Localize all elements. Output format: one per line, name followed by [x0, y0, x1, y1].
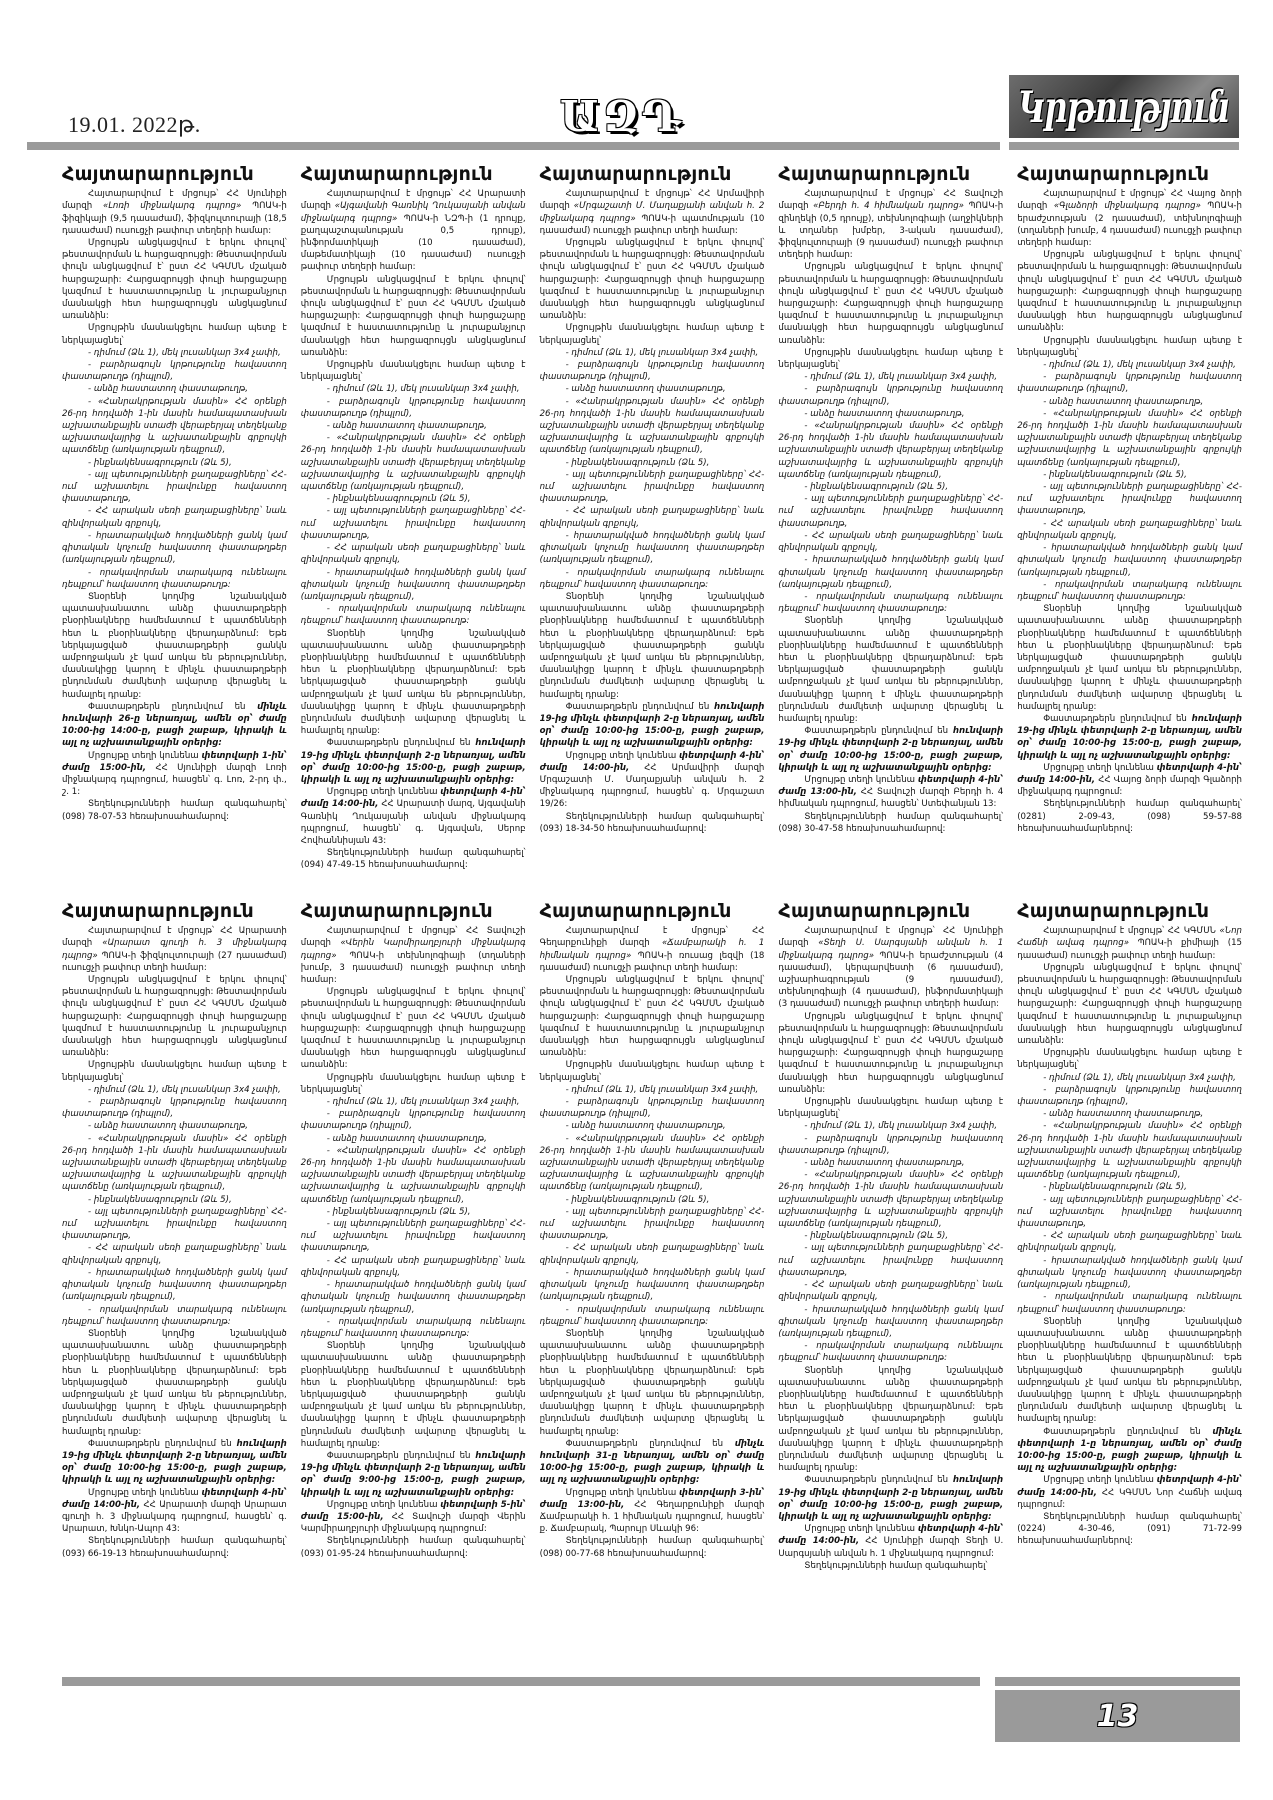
text-run: փետրվարի 4-ին՝ ժամը 14:00-ին, [778, 1524, 1004, 1547]
doc-item: - հրատարակված հոդվածների ցանկ կամ գիտական կոչումը հավաստող փաստաթղթեր (առկայության դեպքում), [300, 567, 526, 602]
doc-item: - ՀՀ արական սեռի քաղաքացիները՝ նաև զինվորական գրքույկ, [300, 1255, 526, 1278]
text-run: փետրվարի 4-ին՝ ժամը 14:00-ին, [1017, 762, 1242, 785]
doc-item: - որակավորման տարակարգ ունենալու դեպքում՝ հավաստող փաստաթուղթ: [300, 1316, 526, 1339]
announcement-title: Հայտարարություն [539, 900, 732, 922]
phone-number: (093) 01-95-24 հեռախոսահամարով: [300, 1548, 468, 1559]
stages-text: Մրցույթն անցկացվում է երկու փուլով՝ թեստավորման և հարցազրույցի: Թեստավորման փուլն անցկացվում է՝ ըստ ՀՀ ԿԳՄՍՆ մշակած հարցաշարի: Հարցազրույցի փուլի հարցաշարը կազմում է հաստատությունը և յուրաքանչյուր մասնակցի հետ հարցազրույցն անցկացնում առանձին: [539, 975, 765, 1059]
announcement [300, 163, 526, 872]
docs-intro: Մրցույթին մասնակցելու համար պետք է ներկայացնել՝ [539, 323, 765, 346]
contact-text [778, 1560, 1003, 1572]
text-run: հունվարի 19-ից մինչև փետրվարի 2-ը ներառյալ, ամեն օր՝ ժամը 10:00-ից 15:00-ը, բացի շաբաթ, կիրակի և այլ ոչ աշխատանքային օրերից: [62, 1438, 287, 1486]
text-run: մինչև հունվարի 26-ը ներառյալ, ամեն օր՝ ժամը 10:00-ից 14:00-ը, բացի շաբաթ, կիրակի և այլ ոչ աշխատանքային օրերից: [62, 701, 287, 749]
doc-item: - ինքնակենսագրություն (Ձև 5), [565, 457, 710, 468]
doc-item: - ՀՀ արական սեռի քաղաքացիները՝ նաև զինվորական գրքույկ, [778, 1280, 1004, 1303]
venue-text [1017, 762, 1242, 799]
venue-text [540, 750, 765, 811]
venue-text [301, 1499, 526, 1536]
text-run: Հայտարարվում է մրցույթ՝ ՀՀ ԿԳՄՍՆ [1043, 926, 1220, 937]
doc-item: - ՀՀ արական սեռի քաղաքացիները՝ նաև զինվորական գրքույկ, [539, 506, 765, 529]
school-name: «Վերին Կարմիրաղբյուրի միջնակարգ դպրոց» [300, 938, 526, 961]
contact-text [62, 798, 287, 822]
doc-item: - բարձրագույն կրթությունը հավաստող փաստաթուղթ (դիպլոմ), [539, 360, 765, 383]
text-run: ՀՀ Վայոց ձորի մարզի Գլաձորի միջնակարգ դպրոցում: [1017, 774, 1242, 798]
text-run: Տեղեկությունների համար զանգահարել՝ [88, 1536, 287, 1547]
docs-intro: Մրցույթին մասնակցելու համար պետք է ներկայացնել՝ [300, 360, 526, 383]
doc-item: - բարձրագույն կրթությունը հավաստող փաստաթուղթ (դիպլոմ), [778, 1133, 1004, 1156]
doc-item: - հրատարակված հոդվածների ցանկ կամ գիտական կոչումը հավաստող փաստաթղթեր (առկայության դեպքում), [1017, 1255, 1242, 1291]
text-run: Փաստաթղթերն ընդունվում են [326, 1450, 476, 1461]
review-text: Տնօրենի կողմից նշանակված պատասխանատու անձը փաստաթղթերի բնօրինակները համեմատում է պատճենների հետ և բնօրինակները վերադարձնում: Եթե ներկայացված փաստաթղթերի ցանկն ամբողջական չէ կամ առկա են թերություններ, մասնակիցը կարող է մինչև փաստաթղթերի ընդունման ժամկետի ավարտը վերացնել և համալրել դրանք: [778, 1365, 1004, 1474]
venue-text [778, 774, 1003, 811]
doc-item: - «Հանրակրթության մասին» ՀՀ օրենքի 26-րդ հոդվածի 1-ին մասին համապատասխան աշխատանքային ստաժի վերաբերյալ տեղեկանք աշխատավայրից և աշխատանքային գրքույկի պատճենը (առկայության դեպքում), [539, 1133, 765, 1193]
doc-item: - բարձրագույն կրթությունը հավաստող փաստաթուղթ (դիպլոմ), [778, 384, 1004, 407]
contact-text [62, 1535, 287, 1559]
text-run: ՀՀ Արմավիրի մարզի Մրգաշատի Մ. Մաղաքյանի անվան հ. 2 միջնակարգ դպրոցում, հասցեն՝ գ. Մրգաշատ 19/26: [539, 762, 765, 810]
doc-item: - ինքնակենսագրություն (Ձև 5), [1043, 469, 1187, 480]
doc-item: - այլ պետությունների քաղաքացիները՝ ՀՀ-ում աշխատելու իրավունքը հավաստող փաստաթուղթ, [62, 1206, 287, 1242]
school-name: «Տեղի Ս. Սարգսյանի անվան հ. 1 միջնակարգ դպրոց» [778, 938, 1004, 961]
doc-item: - այլ պետությունների քաղաքացիները՝ ՀՀ-ում աշխատելու իրավունքը հավաստող փաստաթուղթ, [1017, 1194, 1242, 1230]
masthead-logo: ԱԶԴ [560, 92, 685, 141]
text-run: հունվարի 19-ից մինչև փետրվարի 2-ը ներառյալ, ամեն օր՝ ժամը 10:00-ից 15:00-ը, բացի շաբաթ, կիրակի և այլ ոչ աշխատանքային օրերից: [300, 738, 526, 785]
doc-item: - այլ պետությունների քաղաքացիները՝ ՀՀ-ում աշխատելու իրավունքը հավաստող փաստաթուղթ, [778, 494, 1004, 529]
acceptance-period [778, 725, 1003, 774]
acceptance-period [540, 701, 765, 750]
text-run: ՀՀ Տավուշի մարզի Վերին Կարմիրաղբյուրի միջնակարգ դպրոցում: [300, 1511, 526, 1535]
doc-item: - որակավորման տարակարգ ունենալու դեպքում՝ հավաստող փաստաթուղթ: [539, 567, 765, 590]
doc-item: - որակավորման տարակարգ ունենալու դեպքում՝ հավաստող փաստաթուղթ: [1017, 1292, 1242, 1315]
announcement-title: Հայտարարություն [300, 163, 493, 185]
doc-item: - հրատարակված հոդվածների ցանկ կամ գիտական կոչումը հավաստող փաստաթղթեր (առկայության դեպքում), [300, 1280, 526, 1315]
review-text: Տնօրենի կողմից նշանակված պատասխանատու անձը փաստաթղթերի բնօրինակները համեմատում է պատճենների հետ և բնօրինակները վերադարձնում: Եթե ներկայացված փաստաթղթերի ցանկն ամբողջական չէ կամ առկա են թերություններ, մասնակիցը կարող է մինչև փաստաթղթերի ընդունման ժամկետի ավարտը վերացնել և համալրել դրանք: [539, 591, 765, 700]
text-run: Փաստաթղթերն ընդունվում են [1043, 713, 1192, 724]
doc-item: - դիմում (Ձև 1), մեկ լուսանկար 3x4 չափի, [1043, 360, 1236, 371]
text-run: ՀՀ Արարատի մարզ, Այգավանի Գառնիկ Ղուկասյանի անվան միջնակարգ դպրոցում, հասցեն՝ գ. Այգավան, Սերոբ Հովհաննիսյան 43: [300, 799, 526, 846]
doc-item: - դիմում (Ձև 1), մեկ լուսանկար 3x4 չափի, [565, 347, 759, 358]
announcement-intro [540, 188, 765, 237]
phone-number: (093) 18-34-50 հեռախոսահամարով: [539, 823, 707, 834]
doc-item: - անձը հաստատող փաստաթուղթ, [565, 384, 726, 395]
doc-item: - «Հանրակրթության մասին» ՀՀ օրենքի 26-րդ հոդվածի 1-ին մասին համապատասխան աշխատանքային ստաժի վերաբերյալ տեղեկանք աշխատավայրից և աշխատանքային գրքույկի պատճենը (առկայության դեպքում), [62, 1133, 287, 1193]
doc-item: - դիմում (Ձև 1), մեկ լուսանկար 3x4 չափի, [88, 1084, 281, 1095]
doc-item: - բարձրագույն կրթությունը հավաստող փաստաթուղթ (դիպլոմ), [1017, 372, 1242, 395]
text-run: մինչև հունվարի 31-ը ներառյալ, ամեն օր՝ ժամը 10:00-ից 15:00-ը, բացի շաբաթ, կիրակի և այլ ոչ աշխատանքային օրերից: [539, 1438, 765, 1486]
announcement-intro [1017, 188, 1242, 249]
doc-item: - այլ պետությունների քաղաքացիները՝ ՀՀ-ում աշխատելու իրավունքը հավաստող փաստաթուղթ, [778, 1243, 1004, 1278]
school-name: «Գլաձորի միջնակարգ դպրոց» [1053, 201, 1201, 212]
announcement [778, 163, 1004, 872]
text-run: Փաստաթղթերն ընդունվում են [804, 726, 953, 737]
contact-text [540, 1535, 765, 1559]
acceptance-period [62, 701, 287, 750]
text-run: Մրցույթը տեղի կունենա [326, 787, 441, 798]
doc-item: - բարձրագույն կրթությունը հավաստող փաստաթուղթ (դիպլոմ), [300, 1109, 526, 1132]
doc-item: - հրատարակված հոդվածների ցանկ կամ գիտական կոչումը հավաստող փաստաթղթեր (առկայության դեպքում), [62, 530, 287, 566]
text-run: հունվարի 19-ից մինչև փետրվարի 2-ը ներառյալ, ամեն օր՝ ժամը 9:00-ից 15:00-ը, բացի շաբաթ, կիրակի և այլ ոչ աշխատանքային օրերից: [300, 1450, 526, 1498]
text-run: փետրվարի 5-ին՝ ժամը 15:00-ին, [300, 1499, 526, 1522]
announcement [62, 900, 287, 1572]
school-name: «Արարատ գյուղի հ. 3 միջնակարգ դպրոց» [62, 938, 287, 961]
doc-item: - հրատարակված հոդվածների ցանկ կամ գիտական կոչումը հավաստող փաստաթղթեր (առկայության դեպքում), [1017, 543, 1242, 578]
doc-item: - դիմում (Ձև 1), մեկ լուսանկար 3x4 չափի, [326, 384, 520, 395]
phone-number: (098) 00-77-68 հեռախոսահամարով: [539, 1548, 707, 1559]
contact-text [1017, 1511, 1242, 1548]
doc-item: - որակավորման տարակարգ ունենալու դեպքում՝ հավաստող փաստաթուղթ: [778, 1341, 1004, 1364]
text-run: ՊՈԱԿ-ի պատմության (10 դասաժամ) ուսուցչի թափուր տեղի համար: [539, 213, 765, 236]
announcement-title: Հայտարարություն [778, 900, 971, 922]
text-run: Փաստաթղթերն ընդունվում են [565, 1438, 735, 1449]
section-logo [1009, 75, 1239, 138]
text-run: փետրվարի 3-ին՝ ժամը 13:00-ին, [539, 1487, 765, 1510]
docs-intro: Մրցույթին մասնակցելու համար պետք է ներկայացնել՝ [300, 1072, 526, 1095]
announcement [300, 900, 526, 1572]
review-text: Տնօրենի կողմից նշանակված պատասխանատու անձը փաստաթղթերի բնօրինակները համեմատում է պատճենների հետ և բնօրինակները վերադարձնում: Եթե ներկայացված փաստաթղթերի ցանկն ամբողջական չէ կամ առկա են թերություններ, մասնակիցը կարող է մինչև փաստաթղթերի ընդունման ժամկետի ավարտը վերացնել և համալրել դրանք: [300, 628, 526, 737]
page-number-box [995, 1690, 1240, 1742]
text-run: ՊՈԱԿ-ի տեխնոլոգիայի (տղաների խումբ, 3 դասաժամ) ուսուցչի թափուր տեղի համար: [300, 950, 526, 986]
acceptance-period [540, 1438, 765, 1487]
review-text: Տնօրենի կողմից նշանակված պատասխանատու անձը փաստաթղթերի բնօրինակները համեմատում է պատճենների հետ և բնօրինակները վերադարձնում: Եթե ներկայացված փաստաթղթերի ցանկն ամբողջական չէ կամ առկա են թերություններ, մասնակիցը կարող է մինչև փաստաթղթերի ընդունման ժամկետի ավարտը վերացնել և համալրել դրանք: [300, 1341, 526, 1449]
text-run: Հայտարարվում է մրցույթ՝ ՀՀ Տավուշի մարզի [778, 189, 1004, 212]
text-run: Հայտարարվում է մրցույթ՝ ՀՀ Վայոց ձորի մարզի [1017, 189, 1242, 212]
doc-item: - հրատարակված հոդվածների ցանկ կամ գիտական կոչումը հավաստող փաստաթղթեր (առկայության դեպքում), [62, 1267, 287, 1303]
review-text: Տնօրենի կողմից նշանակված պատասխանատու անձը փաստաթղթերի բնօրինակները համեմատում է պատճենների հետ և բնօրինակները վերադարձնում: Եթե ներկայացված փաստաթղթերի ցանկն ամբողջական չէ կամ առկա են թերություններ, մասնակիցը կարող է մինչև փաստաթղթերի ընդունման ժամկետի ավարտը վերացնել և համալրել դրանք: [778, 616, 1004, 724]
phone-number: (098) 30-47-58 հեռախոսահամարով: [778, 823, 946, 834]
review-text: Տնօրենի կողմից նշանակված պատասխանատու անձը փաստաթղթերի բնօրինակները համեմատում է պատճենների հետ և բնօրինակները վերադարձնում: Եթե ներկայացված փաստաթղթերի ցանկն ամբողջական չէ կամ առկա են թերություններ, մասնակիցը կարող է մինչև փաստաթղթերի ընդունման ժամկետի ավարտը վերացնել և համալրել դրանք: [62, 1328, 287, 1437]
announcement-title: Հայտարարություն [1017, 900, 1210, 922]
doc-item: - ինքնակենսագրություն (Ձև 5), [1043, 1182, 1187, 1193]
contact-text [1017, 798, 1242, 835]
text-run: հունվարի 19-ից մինչև փետրվարի 2-ը ներառյալ, ամեն օր՝ ժամը 10:00-ից 15:00-ը, բացի շաբաթ, կիրակի և այլ ոչ աշխատանքային օրերից: [778, 1475, 1004, 1522]
venue-text [62, 1487, 287, 1536]
acceptance-period [1017, 1426, 1242, 1475]
doc-item: - «Հանրակրթության մասին» ՀՀ օրենքի 26-րդ հոդվածի 1-ին մասին համապատասխան աշխատանքային ստաժի վերաբերյալ տեղեկանք աշխատավայրից և աշխատանքային գրքույկի պատճենը (առկայության դեպքում), [300, 433, 526, 493]
announcement [778, 900, 1004, 1572]
doc-item: - ՀՀ արական սեռի քաղաքացիները՝ նաև զինվորական գրքույկ, [62, 506, 287, 529]
doc-item: - այլ պետությունների քաղաքացիները՝ ՀՀ-ում աշխատելու իրավունքը հավաստող փաստաթուղթ, [300, 1219, 526, 1254]
doc-item: - որակավորման տարակարգ ունենալու դեպքում՝ հավաստող փաստաթուղթ: [300, 604, 526, 627]
announcement [62, 163, 287, 872]
announcement-intro [540, 925, 765, 974]
announcement-intro [778, 925, 1003, 1010]
announcement-title: Հայտարարություն [1017, 163, 1210, 185]
phone-number: (094) 47-49-15 հեռախոսահամարով: [300, 860, 468, 871]
doc-item: - հրատարակված հոդվածների ցանկ կամ գիտական կոչումը հավաստող փաստաթղթեր (առկայության դեպքում), [539, 1267, 765, 1303]
doc-item: - ՀՀ արական սեռի քաղաքացիները՝ նաև զինվորական գրքույկ, [778, 530, 1004, 554]
text-run: Հայտարարվում է մրցույթ՝ ՀՀ Սյունիքի մարզի [778, 926, 1004, 949]
doc-item: - որակավորման տարակարգ ունենալու դեպքում՝ հավաստող փաստաթուղթ: [62, 567, 287, 590]
text-run: փետրվարի 4-ին՝ ժամը 14:00-ին, [1017, 1475, 1242, 1498]
doc-item: - ՀՀ արական սեռի քաղաքացիները՝ նաև զինվորական գրքույկ, [62, 1243, 287, 1266]
doc-item: - ՀՀ արական սեռի քաղաքացիները՝ նաև զինվորական գրքույկ, [300, 543, 526, 566]
phone-number: (0281) 2-09-43, (098) 59-57-88 հեռախոսահամարներով: [1017, 811, 1242, 834]
doc-item: - անձը հաստատող փաստաթուղթ, [1043, 396, 1204, 407]
doc-item: - ՀՀ արական սեռի քաղաքացիները՝ նաև զինվորական գրքույկ, [1017, 1231, 1242, 1254]
doc-item: - դիմում (Ձև 1), մեկ լուսանկար 3x4 չափի, [88, 347, 281, 358]
text-run: Փաստաթղթերն ընդունվում են [88, 701, 258, 712]
doc-item: - դիմում (Ձև 1), մեկ լուսանկար 3x4 չափի, [1043, 1072, 1236, 1083]
announcement-intro [301, 188, 526, 273]
text-run: մինչև փետրվարի 1-ը ներառյալ, ամեն օր՝ ժամը 10:00-ից 15:00-ը, բացի շաբաթ, կիրակի և այլ ոչ աշխատանքային օրերից: [1017, 1426, 1242, 1474]
text-run: Փաստաթղթերն ընդունվում են [88, 1438, 237, 1449]
doc-item: - բարձրագույն կրթությունը հավաստող փաստաթուղթ (դիպլոմ), [539, 1097, 765, 1120]
text-run: փետրվարի 4-ին՝ ժամը 14:00-ին, [539, 750, 765, 773]
contact-text [778, 811, 1003, 835]
contact-text [301, 1535, 526, 1559]
text-run: Տեղեկությունների համար զանգահարել՝ [565, 1536, 765, 1547]
doc-item: - «Հանրակրթության մասին» ՀՀ օրենքի 26-րդ հոդվածի 1-ին մասին համապատասխան աշխատանքային ստաժի վերաբերյալ տեղեկանք աշխատավայրից և աշխատանքային գրքույկի պատճենը (առկայության դեպքում), [1017, 1121, 1242, 1181]
doc-item: - անձը հաստատող փաստաթուղթ, [88, 1121, 249, 1132]
doc-item: - «Հանրակրթության մասին» ՀՀ օրենքի 26-րդ հոդվածի 1-ին մասին համապատասխան աշխատանքային ստաժի վերաբերյալ տեղեկանք աշխատավայրից և աշխատանքային գրքույկի պատճենը (առկայության դեպքում), [62, 396, 287, 456]
doc-item: - որակավորման տարակարգ ունենալու դեպքում՝ հավաստող փաստաթուղթ: [1017, 579, 1242, 602]
acceptance-period [778, 1474, 1003, 1523]
doc-item: - «Հանրակրթության մասին» ՀՀ օրենքի 26-րդ հոդվածի 1-ին մասին համապատասխան աշխատանքային ստաժի վերաբերյալ տեղեկանք աշխատավայրից և աշխատանքային գրքույկի պատճենը (առկայության դեպքում), [778, 1170, 1004, 1230]
docs-intro: Մրցույթին մասնակցելու համար պետք է ներկայացնել՝ [778, 1097, 1004, 1120]
contact-text [540, 811, 765, 835]
text-run: փետրվարի 1-ին՝ ժամը 15:00-ին, [62, 750, 287, 773]
doc-item: - բարձրագույն կրթությունը հավաստող փաստաթուղթ (դիպլոմ), [62, 360, 287, 383]
doc-item: - որակավորման տարակարգ ունենալու դեպքում՝ հավաստող փաստաթուղթ: [539, 1304, 765, 1327]
school-name: «Բերդի հ. 4 հիմնական դպրոց» [813, 201, 964, 212]
text-run: Տեղեկությունների համար զանգահարել՝ [326, 848, 526, 859]
text-run: Տեղեկությունների համար զանգահարել՝ [565, 811, 765, 822]
phone-number: (093) 66-19-13 հեռախոսահամարով: [62, 1548, 229, 1559]
stages-text: Մրցույթն անցկացվում է երկու փուլով՝ թեստավորման և հարցազրույցի: Թեստավորման փուլն անցկացվում է՝ ըստ ՀՀ ԿԳՄՍՆ մշակած հարցաշարի: Հարցազրույցի փուլի հարցաշարը կազմում է հաստատությունը և յուրաքանչյուր մասնակցի հետ հարցազրույցն անցկացնում առանձին: [539, 238, 765, 322]
doc-item: - հրատարակված հոդվածների ցանկ կամ գիտական կոչումը հավաստող փաստաթղթեր (առկայության դեպքում), [778, 555, 1004, 590]
announcement-title: Հայտարարություն [62, 163, 254, 185]
text-run: Փաստաթղթերն ընդունվում են [326, 738, 476, 749]
text-run: Հայտարարվում է մրցույթ՝ ՀՀ Սյունիքի մարզի [62, 189, 287, 212]
text-run: Մրցույթը տեղի կունենա [1043, 1475, 1157, 1486]
stages-text: Մրցույթն անցկացվում է երկու փուլով՝ թեստավորման և հարցազրույցի: Թեստավորման փուլն անցկացվում է՝ ըստ ՀՀ ԿԳՄՍՆ մշակած հարցաշարի: Հարցազրույցի փուլի հարցաշարը կազմում է հաստատությունը և յուրաքանչյուր մասնակցի հետ հարցազրույցն անցկացնում առանձին: [62, 975, 287, 1059]
doc-item: - անձը հաստատող փաստաթուղթ, [565, 1121, 726, 1132]
stages-text: Մրցույթն անցկացվում է երկու փուլով՝ թեստավորման և հարցազրույցի: Թեստավորման փուլն անցկացվում է՝ ըստ ՀՀ ԿԳՄՍՆ մշակած հարցաշարի: Հարցազրույցի փուլի հարցաշարը կազմում է հաստատությունը և յուրաքանչյուր մասնակցի հետ հարցազրույցն անցկացնում առանձին: [1017, 250, 1242, 334]
doc-item: - որակավորման տարակարգ ունենալու դեպքում՝ հավաստող փաստաթուղթ: [62, 1304, 287, 1327]
text-run: Փաստաթղթերն ընդունվում են [804, 1475, 953, 1486]
phone-number: (0224) 4-30-46, (091) 71-72-99 հեռախոսահամարներով: [1017, 1524, 1242, 1547]
doc-item: - դիմում (Ձև 1), մեկ լուսանկար 3x4 չափի, [804, 1121, 998, 1132]
doc-item: - «Հանրակրթության մասին» ՀՀ օրենքի 26-րդ հոդվածի 1-ին մասին համապատասխան աշխատանքային ստաժի վերաբերյալ տեղեկանք աշխատավայրից և աշխատանքային գրքույկի պատճենը (առկայության դեպքում), [1017, 408, 1242, 468]
text-run: ՊՈԱԿ-ի ռուսաց լեզվի (18 դասաժամ) ուսուցչի թափուր տեղի համար: [539, 950, 765, 973]
stages-text: Մրցույթն անցկացվում է երկու փուլով՝ թեստավորման և հարցազրույցի: Թեստավորման փուլն անցկացվում է՝ ըստ ՀՀ ԿԳՄՍՆ մշակած հարցաշարի: Հարցազրույցի փուլի հարցաշարը կազմում է հաստատությունը և յուրաքանչյուր մասնակցի հետ հարցազրույցն անցկացնում առանձին: [300, 274, 526, 358]
venue-text [1017, 1474, 1242, 1511]
doc-item: - դիմում (Ձև 1), մեկ լուսանկար 3x4 չափի, [326, 1097, 520, 1108]
doc-item: - ինքնակենսագրություն (Ձև 5), [326, 494, 471, 505]
stages-text: Մրցույթն անցկացվում է երկու փուլով՝ թեստավորման և հարցազրույցի: Թեստավորման փուլն անցկացվում է՝ ըստ ՀՀ ԿԳՄՍՆ մշակած հարցաշարի: Հարցազրույցի փուլի հարցաշարը կազմում է հաստատությունը և յուրաքանչյուր մասնակցի հետ հարցազրույցն անցկացնում առանձին: [1017, 962, 1242, 1047]
announcement [539, 900, 765, 1572]
doc-item: - անձը հաստատող փաստաթուղթ, [804, 1158, 965, 1169]
doc-item: - հրատարակված հոդվածների ցանկ կամ գիտական կոչումը հավաստող փաստաթղթեր (առկայության դեպքում), [778, 1304, 1004, 1339]
doc-item: - ինքնակենսագրություն (Ձև 5), [804, 482, 949, 493]
review-text: Տնօրենի կողմից նշանակված պատասխանատու անձը փաստաթղթերի բնօրինակները համեմատում է պատճենների հետ և բնօրինակները վերադարձնում: Եթե ներկայացված փաստաթղթերի ցանկն ամբողջական չէ կամ առկա են թերություններ, մասնակիցը կարող է մինչև փաստաթղթերի ընդունման ժամկետի ավարտը վերացնել և համալրել դրանք: [62, 591, 287, 700]
announcement-intro [1017, 925, 1242, 962]
school-name: «Այգավանի Գառնիկ Ղուկասյանի անվան միջնակարգ դպրոց» [300, 201, 526, 224]
text-run: հունվարի 19-ից մինչև փետրվարի 2-ը ներառյալ, ամեն օր՝ ժամը 10:00-ից 15:00-ը, բացի շաբաթ, կիրակի և այլ ոչ աշխատանքային օրերից: [1017, 713, 1242, 761]
docs-intro: Մրցույթին մասնակցելու համար պետք է ներկայացնել՝ [62, 1060, 287, 1083]
text-run: ՊՈԱԿ-ի երաժշտության (2 դասաժամ), տեխնոլոգիայի (տղաների խումբ, 4 դասաժամ) ուսուցչի թափուր տեղերի համար: [1017, 201, 1242, 249]
text-run: ՊՈԱԿ-ի ֆիզիկայի (9,5 դասաժամ), ֆիզկուլտուրայի (18,5 դասաժամ) ուսուցչի թափուր տեղերի համար: [62, 201, 287, 236]
text-run: Փաստաթղթերն ընդունվում են [565, 701, 715, 712]
review-text: Տնօրենի կողմից նշանակված պատասխանատու անձը փաստաթղթերի բնօրինակները համեմատում է պատճենների հետ և բնօրինակները վերադարձնում: Եթե ներկայացված փաստաթղթերի ցանկն ամբողջական չէ կամ առկա են թերություններ, մասնակիցը կարող է մինչև փաստաթղթերի ընդունման ժամկետի ավարտը վերացնել և համալրել դրանք: [1017, 604, 1242, 712]
docs-intro: Մրցույթին մասնակցելու համար պետք է ներկայացնել՝ [539, 1060, 765, 1083]
doc-item: - դիմում (Ձև 1), մեկ լուսանկար 3x4 չափի, [565, 1084, 759, 1095]
doc-item: - ինքնակենսագրություն (Ձև 5), [88, 1194, 232, 1205]
announcement-intro [301, 925, 526, 986]
doc-item: - ինքնակենսագրություն (Ձև 5), [88, 457, 232, 468]
text-run: Մրցույթը տեղի կունենա [565, 750, 680, 761]
text-run: ՀՀ Արարատի մարզի Արարատ գյուղի հ. 3 միջնակարգ դպրոցում, հասցեն՝ գ. Արարատ, Խնկո-Ապոր 43: [62, 1499, 287, 1535]
doc-item: - անձը հաստատող փաստաթուղթ, [1043, 1109, 1204, 1120]
text-run: Տեղեկությունների համար զանգահարել՝ [1043, 1511, 1242, 1522]
text-run: փետրվարի 4-ին՝ ժամը 13:00-ին, [778, 774, 1004, 798]
text-run: Հայտարարվում է մրցույթ՝ ՀՀ Արմավիրի մարզի [539, 189, 765, 212]
text-run: Մրցույթը տեղի կունենա [1043, 762, 1157, 773]
school-name: «Լոռի միջնակարգ դպրոց» [103, 201, 242, 212]
text-run: Մրցույթը տեղի կունենա [88, 750, 202, 761]
doc-item: - ՀՀ արական սեռի քաղաքացիները՝ նաև զինվորական գրքույկ, [1017, 518, 1242, 541]
contact-text [301, 847, 526, 871]
text-run: Մրցույթը տեղի կունենա [88, 1487, 202, 1498]
text-run: ՊՈԱԿ-ի քիմիայի (15 դասաժամ) ուսուցչի թափուր տեղի համար: [1017, 938, 1242, 961]
review-text: Տնօրենի կողմից նշանակված պատասխանատու անձը փաստաթղթերի բնօրինակները համեմատում է պատճենների հետ և բնօրինակները վերադարձնում: Եթե ներկայացված փաստաթղթերի ցանկն ամբողջական չէ կամ առկա են թերություններ, մասնակիցը կարող է մինչև փաստաթղթերի ընդունման ժամկետի ավարտը վերացնել և համալրել դրանք: [1017, 1316, 1242, 1425]
stages-text: Մրցույթն անցկացվում է երկու փուլով՝ թեստավորման և հարցազրույցի: Թեստավորման փուլն անցկացվում է՝ ըստ ՀՀ ԿԳՄՍՆ մշակած հարցաշարի: Հարցազրույցի փուլի հարցաշարը կազմում է հաստատությունը և յուրաքանչյուր մասնակցի հետ հարցազրույցն անցկացնում առանձին: [300, 987, 526, 1071]
footer-rule-side [995, 1677, 1240, 1686]
text-run: ՊՈԱԿ-ի ֆիզկուլտուրայի (27 դասաժամ) ուսուցչի թափուր տեղի համար: [62, 950, 287, 973]
doc-item: - դիմում (Ձև 1), մեկ լուսանկար 3x4 չափի, [804, 372, 998, 383]
doc-item: - բարձրագույն կրթությունը հավաստող փաստաթուղթ (դիպլոմ), [62, 1097, 287, 1120]
text-run: ՀՀ Սյունիքի մարզի Լոռի միջնակարգ դպրոցում, հասցեն՝ գ. Լոռ, 2-րդ փ., շ. 1: [62, 762, 287, 798]
doc-item: - անձը հաստատող փաստաթուղթ, [326, 421, 487, 432]
header-rule-side [1009, 142, 1239, 150]
announcement-title: Հայտարարություն [300, 900, 493, 922]
stages-text: Մրցույթն անցկացվում է երկու փուլով՝ թեստավորման և հարցազրույցի: Թեստավորման փուլն անցկացվում է՝ ըստ ՀՀ ԿԳՄՍՆ մշակած հարցաշարի: Հարցազրույցի փուլի հարցաշարը կազմում է հաստատությունը և յուրաքանչյուր մասնակցի հետ հարցազրույցն անցկացնում առանձին: [62, 238, 287, 322]
review-text: Տնօրենի կողմից նշանակված պատասխանատու անձը փաստաթղթերի բնօրինակները համեմատում է պատճենների հետ և բնօրինակները վերադարձնում: Եթե ներկայացված փաստաթղթերի ցանկն ամբողջական չէ կամ առկա են թերություններ, մասնակիցը կարող է մինչև փաստաթղթերի ընդունման ժամկետի ավարտը վերացնել և համալրել դրանք: [539, 1328, 765, 1437]
acceptance-period [62, 1438, 287, 1487]
venue-text [540, 1487, 765, 1536]
section-logo-text: Կրթություն [1018, 80, 1230, 133]
text-run: Մրցույթը տեղի կունենա [326, 1499, 441, 1510]
text-run: Հայտարարվում է մրցույթ՝ ՀՀ Գեղարքունիքի մարզի [539, 926, 765, 949]
text-run: Տեղեկությունների համար զանգահարել՝ [804, 811, 1004, 822]
announcement-intro [778, 188, 1003, 261]
text-run: ՀՀ Գեղարքունիքի մարզի Ճամբարակի հ. 1 հիմնական դպրոցում, հասցեն՝ ք. Ճամբարակ, Պարույր Սևակի 96: [539, 1499, 765, 1535]
announcement-title: Հայտարարություն [539, 163, 732, 185]
school-name: «Նոր Հաճնի ավագ դպրոց» [1017, 926, 1242, 949]
stages-text: Մրցույթն անցկացվում է երկու փուլով՝ թեստավորման և հարցազրույցի: Թեստավորման փուլն անցկացվում է՝ ըստ ՀՀ ԿԳՄՍՆ մշակած հարցաշարի: Հարցազրույցի փուլի հարցաշարը կազմում է հաստատությունը և յուրաքանչյուր մասնակցի հետ հարցազրույցն անցկացնում առանձին: [778, 1011, 1004, 1095]
docs-intro: Մրցույթին մասնակցելու համար պետք է ներկայացնել՝ [1017, 335, 1242, 358]
doc-item: - այլ պետությունների քաղաքացիները՝ ՀՀ-ում աշխատելու իրավունքը հավաստող փաստաթուղթ, [1017, 482, 1242, 517]
announcement-intro [62, 188, 287, 237]
announcements-row-1 [62, 163, 1242, 872]
announcements-row-2 [62, 900, 1242, 1572]
doc-item: - այլ պետությունների քաղաքացիները՝ ՀՀ-ում աշխատելու իրավունքը հավաստող փաստաթուղթ, [300, 506, 526, 541]
doc-item: - «Հանրակրթության մասին» ՀՀ օրենքի 26-րդ հոդվածի 1-ին մասին համապատասխան աշխատանքային ստաժի վերաբերյալ տեղեկանք աշխատավայրից և աշխատանքային գրքույկի պատճենը (առկայության դեպքում), [539, 396, 765, 456]
text-run: Տեղեկությունների համար զանգահարել՝ [804, 1560, 988, 1571]
doc-item: - անձը հաստատող փաստաթուղթ, [804, 408, 965, 419]
acceptance-period [1017, 713, 1242, 762]
doc-item: - անձը հաստատող փաստաթուղթ, [88, 384, 249, 395]
page-number: 13 [1096, 1698, 1139, 1734]
doc-item: - անձը հաստատող փաստաթուղթ, [326, 1133, 487, 1144]
announcement [1017, 163, 1242, 872]
doc-item: - ինքնակենսագրություն (Ձև 5), [804, 1231, 949, 1242]
doc-item: - այլ պետությունների քաղաքացիները՝ ՀՀ-ում աշխատելու իրավունքը հավաստող փաստաթուղթ, [62, 469, 287, 505]
doc-item: - ինքնակենսագրություն (Ձև 5), [565, 1194, 710, 1205]
school-name: «Մրգաշատի Մ. Մաղաքյանի անվան հ. 2 միջնակարգ դպրոց» [539, 201, 765, 224]
announcement [539, 163, 765, 872]
text-run: փետրվարի 4-ին՝ ժամը 14:00-ին, [62, 1487, 287, 1510]
doc-item: - ՀՀ արական սեռի քաղաքացիները՝ նաև զինվորական գրքույկ, [539, 1243, 765, 1266]
text-run: Մրցույթը տեղի կունենա [565, 1487, 680, 1498]
footer-rule [62, 1677, 980, 1686]
doc-item: - բարձրագույն կրթությունը հավաստող փաստաթուղթ (դիպլոմ), [1017, 1084, 1242, 1108]
text-run: Հայտարարվում է մրցույթ՝ ՀՀ Արարատի մարզի [300, 189, 526, 212]
announcement-title: Հայտարարություն [62, 900, 254, 922]
text-run: ՀՀ Սյունիքի մարզի Տեղի Ս. Սարգսյանի անվան հ. 1 միջնակարգ դպրոցում: [778, 1536, 1004, 1559]
doc-item: - բարձրագույն կրթությունը հավաստող փաստաթուղթ (դիպլոմ), [300, 396, 526, 419]
header-rule [27, 142, 1000, 150]
text-run: Հայտարարվում է մրցույթ՝ ՀՀ Տավուշի մարզի [300, 926, 526, 949]
doc-item: - «Հանրակրթության մասին» ՀՀ օրենքի 26-րդ հոդվածի 1-ին մասին համապատասխան աշխատանքային ստաժի վերաբերյալ տեղեկանք աշխատավայրից և աշխատանքային գրքույկի պատճենը (առկայության դեպքում), [778, 421, 1004, 480]
acceptance-period [301, 1450, 526, 1499]
text-run: Մրցույթը տեղի կունենա [804, 774, 918, 785]
text-run: ՊՈԱԿ-ի ՆԶՊ-ի (1 դրույք, քաղպաշտպանության 0,5 դրույք), ինֆորմատիկայի (10 դասաժամ), մաթեմատիկայի (10 դասաժամ) ուսուցչի թափուր տեղերի համար: [300, 213, 526, 273]
text-run: Տեղեկությունների համար զանգահարել՝ [88, 799, 287, 810]
text-run: փետրվարի 4-ին՝ ժամը 14:00-ին, [300, 787, 526, 810]
text-run: Հայտարարվում է մրցույթ՝ ՀՀ Արարատի մարզի [62, 926, 287, 949]
text-run: հունվարի 19-ից մինչև փետրվարի 2-ը ներառյալ, ամեն օր՝ ժամը 10:00-ից 15:00-ը, բացի շաբաթ, կիրակի և այլ ոչ աշխատանքային օրերից: [778, 726, 1004, 773]
doc-item: - հրատարակված հոդվածների ցանկ կամ գիտական կոչումը հավաստող փաստաթղթեր (առկայության դեպքում), [539, 530, 765, 566]
text-run: հունվարի 19-ից մինչև փետրվարի 2-ը ներառյալ, ամեն օր՝ ժամը 10:00-ից 15:00-ը, բացի շաբաթ, կիրակի և այլ ոչ աշխատանքային օրերից: [539, 701, 765, 749]
doc-item: - այլ պետությունների քաղաքացիները՝ ՀՀ-ում աշխատելու իրավունքը հավաստող փաստաթուղթ, [539, 469, 765, 505]
text-run: Փաստաթղթերն ընդունվում են [1043, 1426, 1213, 1437]
issue-date: 19.01. 2022թ. [68, 112, 201, 137]
announcement-intro [62, 925, 287, 974]
phone-number: (098) 78-07-53 հեռախոսահամարով: [62, 811, 229, 822]
doc-item: - ինքնակենսագրություն (Ձև 5), [326, 1206, 471, 1217]
docs-intro: Մրցույթին մասնակցելու համար պետք է ներկայացնել՝ [1017, 1048, 1242, 1071]
announcement-title: Հայտարարություն [778, 163, 971, 185]
venue-text [778, 1523, 1003, 1560]
text-run: ՊՈԱԿ-ի երաժշտության (4 դասաժամ), կերպարվեստի (6 դասաժամ), աշխարհագրության (9 դասաժամ), տեխնոլոգիայի (4 դասաժամ), ինֆորմատիկայի (3 դասաժամ) ուսուցչի թափուր տեղերի համար: [778, 950, 1004, 1010]
text-run: Տեղեկությունների համար զանգահարել՝ [1043, 799, 1242, 810]
text-run: Տեղեկությունների համար զանգահարել՝ [326, 1536, 526, 1547]
school-name: «Ճամբարակի հ. 1 հիմնական դպրոց» [539, 938, 765, 961]
announcement [1017, 900, 1242, 1572]
docs-intro: Մրցույթին մասնակցելու համար պետք է ներկայացնել՝ [62, 323, 287, 346]
venue-text [301, 786, 526, 847]
text-run: ՀՀ ԿԳՄՍՆ Նոր Հաճնի ավագ դպրոցում: [1017, 1487, 1242, 1510]
docs-intro: Մրցույթին մասնակցելու համար պետք է ներկայացնել՝ [778, 347, 1004, 371]
stages-text: Մրցույթն անցկացվում է երկու փուլով՝ թեստավորման և հարցազրույցի: Թեստավորման փուլն անցկացվում է՝ ըստ ՀՀ ԿԳՄՍՆ մշակած հարցաշարի: Հարցազրույցի փուլի հարցաշարը կազմում է հաստատությունը և յուրաքանչյուր մասնակցի հետ հարցազրույցն անցկացնում առանձին: [778, 262, 1004, 346]
doc-item: - «Հանրակրթության մասին» ՀՀ օրենքի 26-րդ հոդվածի 1-ին մասին համապատասխան աշխատանքային ստաժի վերաբերյալ տեղեկանք աշխատավայրից և աշխատանքային գրքույկի պատճենը (առկայության դեպքում), [300, 1145, 526, 1205]
text-run: ՊՈԱԿ-ի զինղեկի (0,5 դրույք), տեխնոլոգիայի (աղջիկների և տղաներ խմբեր, 3-ական դասաժամ), ֆիզկուլտուրայի (9 դասաժամ) ուսուցչի թափուր տեղերի համար: [778, 201, 1004, 261]
text-run: Մրցույթը տեղի կունենա [804, 1524, 918, 1535]
venue-text [62, 750, 287, 799]
doc-item: - որակավորման տարակարգ ունենալու դեպքում՝ հավաստող փաստաթուղթ: [778, 591, 1004, 615]
text-run: ՀՀ Տավուշի մարզի Բերդի հ. 4 հիմնական դպրոցում, հասցեն՝ Ստեփանյան 13: [778, 787, 1004, 810]
doc-item: - այլ պետությունների քաղաքացիները՝ ՀՀ-ում աշխատելու իրավունքը հավաստող փաստաթուղթ, [539, 1206, 765, 1242]
acceptance-period [301, 737, 526, 786]
